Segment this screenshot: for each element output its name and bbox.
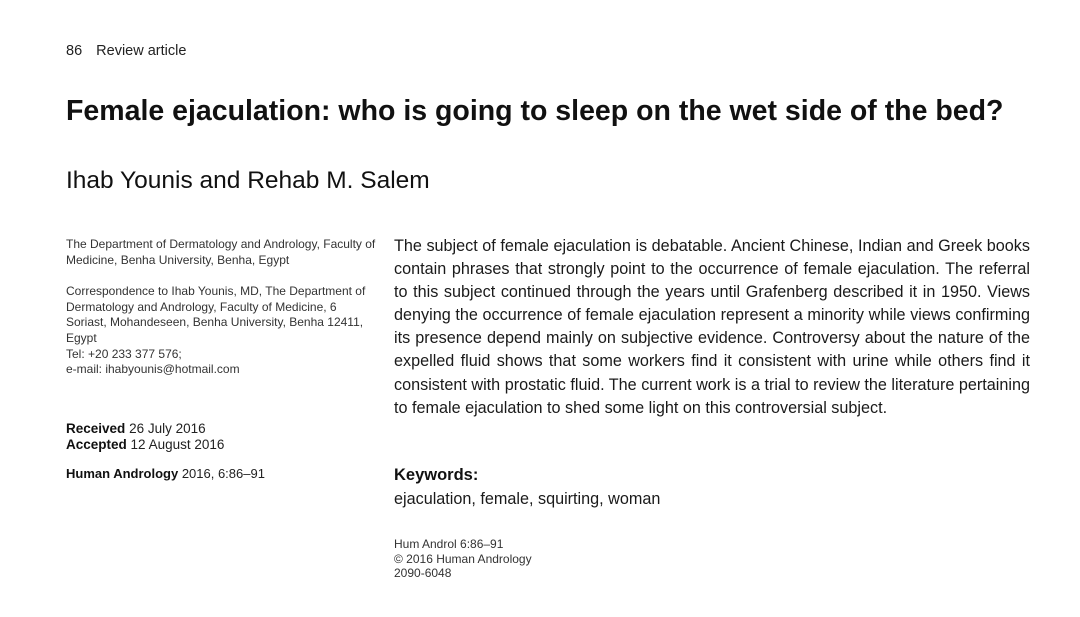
- page-number: 86: [66, 43, 83, 59]
- author-info-sidebar: [66, 237, 376, 378]
- citation-details: 2016, 6:86–91: [181, 466, 265, 481]
- accepted-date: [66, 437, 224, 453]
- journal-name: Human Andrology: [66, 466, 179, 481]
- affiliation: The Department of Dermatology and Andrology, Faculty of Medicine, Benha University, Benha, Egypt: [66, 237, 376, 267]
- correspondence-tel: Tel: +20 233 377 576;: [66, 346, 182, 361]
- copyright: © 2016 Human Andrology: [394, 551, 532, 566]
- accepted-value: 12 August 2016: [130, 436, 225, 452]
- received-label: Received: [66, 421, 126, 436]
- article-dates: [66, 421, 224, 452]
- footer-meta: [394, 537, 532, 581]
- section-label: Review article: [96, 43, 187, 59]
- received-value: 26 July 2016: [129, 421, 206, 436]
- abstract-text: The subject of female ejaculation is debatable. Ancient Chinese, Indian and Greek books contain phrases that strongly point to the occurrence of female ejaculation. The referral to this subject continued through the years until Grafenberg described it in 1950. Views denying the occurrence of female ejaculation represent a minority while views confirming its presence depend mainly on subjective evidence. Controversy about the nature of the expelled fluid shows that some workers find it consistent with urine while others find it consistent with prostatic fluid. The current work is a trial to review the literature pertaining to female ejaculation to shed some light on this controversial subject.: [394, 237, 1030, 417]
- accepted-label: Accepted: [66, 436, 127, 452]
- article-title: Female ejaculation: who is going to sleep on the wet side of the bed?: [66, 95, 1004, 127]
- correspondence-email: e-mail: ihabyounis@hotmail.com: [66, 362, 240, 377]
- keywords-list: ejaculation, female, squirting, woman: [394, 490, 661, 508]
- correspondence-address: Correspondence to Ihab Younis, MD, The Department of Dermatology and Andrology, Faculty of Medicine, 6 Soriast, Mohandeseen, Benha University, Benha 12411, Egypt: [66, 284, 366, 345]
- journal-citation: [66, 466, 265, 481]
- running-head: [66, 43, 186, 59]
- received-date: [66, 421, 224, 437]
- short-citation: Hum Androl 6:86–91: [394, 537, 504, 551]
- issn: 2090-6048: [394, 566, 452, 580]
- article-authors: Ihab Younis and Rehab M. Salem: [66, 167, 430, 194]
- keywords-heading: Keywords:: [394, 466, 479, 484]
